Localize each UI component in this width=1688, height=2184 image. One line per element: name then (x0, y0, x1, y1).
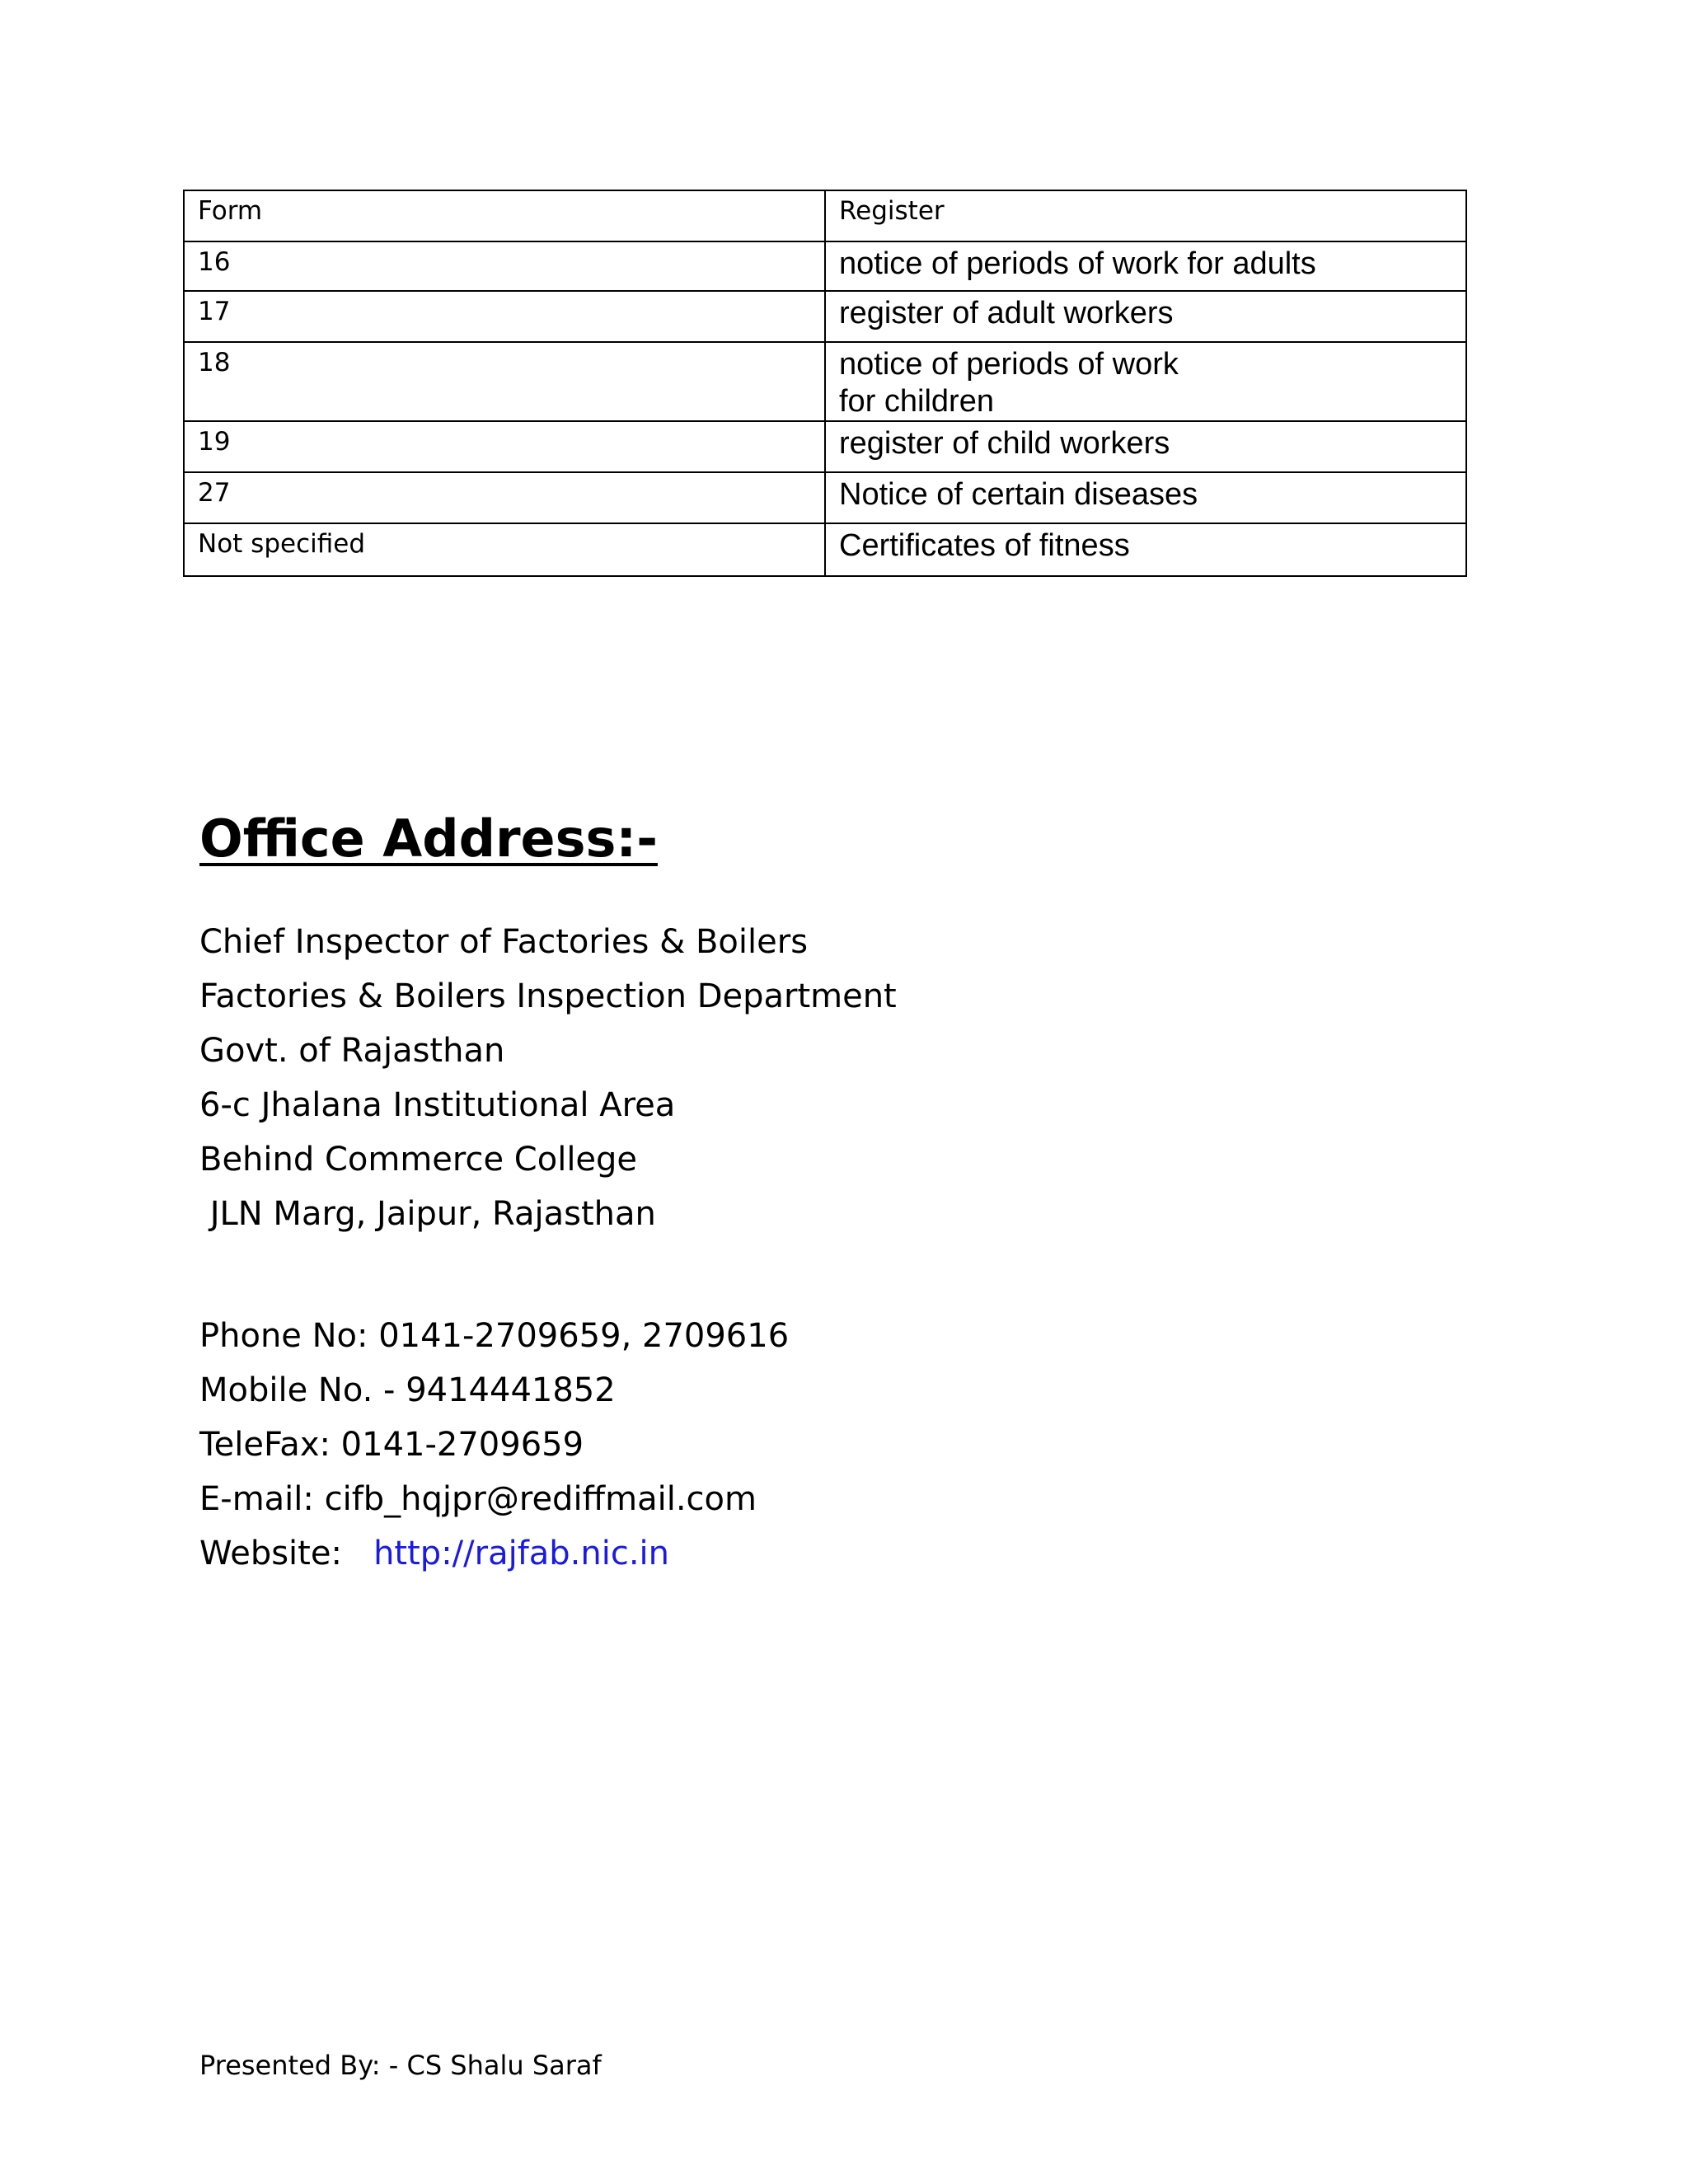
phone-number: Phone No: 0141-2709659, 2709616 (199, 1317, 790, 1355)
email-address: E-mail: cifb_hqjpr@rediffmail.com (199, 1480, 757, 1518)
form-number: 18 (184, 342, 825, 421)
table-row (184, 523, 1466, 576)
register-name: Notice of certain diseases (825, 472, 1466, 523)
form-number: 16 (184, 241, 825, 291)
table-row (184, 241, 1466, 291)
register-name: register of adult workers (825, 291, 1466, 342)
table-row (184, 421, 1466, 472)
form-number: 17 (184, 291, 825, 342)
mobile-number: Mobile No. - 9414441852 (199, 1371, 616, 1409)
website-line (199, 1526, 789, 1581)
office-address-heading: Office Address:- (199, 808, 658, 869)
address-line: Chief Inspector of Factories & Boilers (199, 923, 809, 961)
register-name: register of child workers (825, 421, 1466, 472)
table-row (184, 472, 1466, 523)
header-form: Form (184, 190, 825, 241)
table-row (184, 291, 1466, 342)
office-address (199, 915, 897, 1241)
address-line: Behind Commerce College (199, 1141, 638, 1179)
website-label: Website: (199, 1535, 374, 1572)
presented-by-footer: Presented By: - CS Shalu Saraf (199, 2050, 602, 2081)
address-line: Factories & Boilers Inspection Department (199, 977, 897, 1015)
table-row (184, 342, 1466, 421)
register-name: notice of periods of work for adults (825, 241, 1466, 291)
contact-details (199, 1309, 789, 1581)
forms-register-table (183, 190, 1467, 577)
address-line: 6-c Jhalana Institutional Area (199, 1086, 676, 1124)
table-header-row (184, 190, 1466, 241)
address-line: JLN Marg, Jaipur, Rajasthan (199, 1195, 656, 1233)
register-name: notice of periods of work for children (825, 342, 1466, 421)
form-number: Not specified (184, 523, 825, 576)
telefax-number: TeleFax: 0141-2709659 (199, 1426, 584, 1464)
website-link[interactable]: http://rajfab.nic.in (373, 1535, 670, 1572)
register-name: Certificates of fitness (825, 523, 1466, 576)
form-number: 19 (184, 421, 825, 472)
address-line: Govt. of Rajasthan (199, 1032, 505, 1070)
form-number: 27 (184, 472, 825, 523)
header-register: Register (825, 190, 1466, 241)
